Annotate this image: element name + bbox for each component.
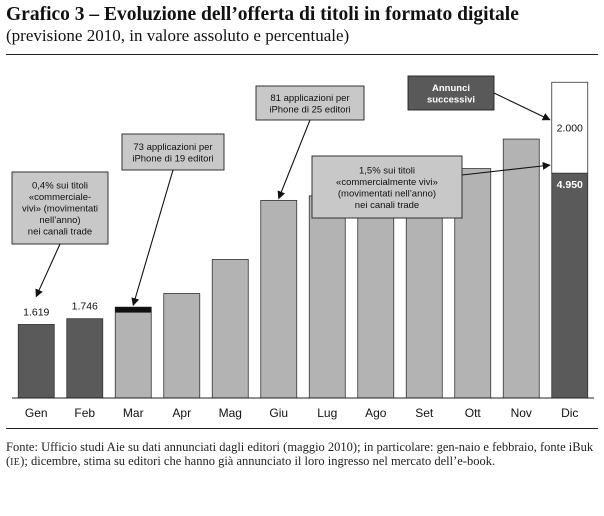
bar-nov <box>503 139 539 398</box>
callout-4-line-4: nei canali trade <box>354 199 420 211</box>
chart-title: Grafico 3 – Evoluzione dell’offerta di titoli in formato digitale <box>6 4 519 25</box>
bar-chart <box>0 56 604 426</box>
tick-label-nov: Nov <box>510 406 532 420</box>
tick-label-mar: Mar <box>122 406 144 420</box>
top-rule <box>6 54 598 55</box>
callout-2-line-2: iPhone di 19 editori <box>132 153 214 165</box>
callout-4-line-2: «commercialmente vivi» <box>336 176 438 188</box>
value-label-dic-future-inside: 2.000 <box>556 122 583 135</box>
x-tick-labels-group <box>25 406 579 420</box>
tick-label-giu: Giu <box>269 406 289 420</box>
chart-subtitle: (previsione 2010, in valore assoluto e percentuale) <box>6 26 350 45</box>
value-label-feb-above: 1.746 <box>71 300 98 313</box>
bar-dic <box>552 173 588 398</box>
callout-1-line-3: vivi» (movimentati <box>21 203 99 215</box>
tick-label-ago: Ago <box>365 406 387 420</box>
callout-3-line-1: 81 applicazioni per <box>270 92 350 104</box>
footnote <box>6 440 598 470</box>
bar-ago <box>358 196 394 398</box>
value-label-dic-inside-top: 4.950 <box>556 179 583 192</box>
bar-feb <box>67 319 103 398</box>
callout-arrow-3 <box>279 120 310 198</box>
callout-3-line-2: iPhone di 25 editori <box>269 104 351 116</box>
bar-gen <box>18 324 54 398</box>
callout-1-line-2: «commerciale- <box>28 192 92 203</box>
bottom-rule <box>6 428 598 429</box>
chart-header <box>6 4 598 46</box>
callout-1-line-1: 0,4% sui titoli <box>32 180 88 192</box>
bar-apr <box>164 294 200 398</box>
bar-set <box>406 194 442 398</box>
tick-label-lug: Lug <box>317 406 338 420</box>
tick-label-feb: Feb <box>74 406 96 420</box>
tick-label-gen: Gen <box>24 406 48 420</box>
footnote-abbr: IE <box>10 457 21 468</box>
callout-5-line-2: successivi <box>426 94 476 106</box>
tick-label-dic: Dic <box>561 406 579 420</box>
callout-5-line-1: Annunci <box>432 82 470 94</box>
callout-2-line-1: 73 applicazioni per <box>133 141 213 153</box>
bar-mag <box>212 259 248 398</box>
callout-arrow-5 <box>494 93 550 120</box>
bar-giu <box>261 200 297 398</box>
tick-label-ott: Ott <box>464 406 481 420</box>
tick-label-apr: Apr <box>172 406 192 420</box>
callout-arrow-2 <box>133 170 173 305</box>
tick-label-set: Set <box>415 406 434 420</box>
callout-arrow-1 <box>36 244 60 296</box>
callout-4-line-1: 1,5% sui titoli <box>359 165 415 177</box>
footnote-text-2: ); dicembre, stima su editori che hanno già annunciato il loro ingresso nel mercato dell’e-book. <box>20 454 496 468</box>
callout-4-line-3: (movimentati nell’anno) <box>337 188 437 200</box>
tick-label-mag: Mag <box>218 406 242 420</box>
callout-1-line-4: nell’anno) <box>39 215 81 226</box>
bar-mar <box>115 307 151 398</box>
value-label-gen-above: 1.619 <box>23 306 50 319</box>
callout-1-line-5: nei canali trade <box>27 226 93 238</box>
footnote-text-1: Fonte: Ufficio studi Aie su dati annunciati dagli editori (maggio 2010); in particolare: gen-naio e febbraio, fonte iBuk ( <box>6 440 594 468</box>
bar-mar-band <box>115 307 151 312</box>
bar-lug <box>309 196 345 398</box>
